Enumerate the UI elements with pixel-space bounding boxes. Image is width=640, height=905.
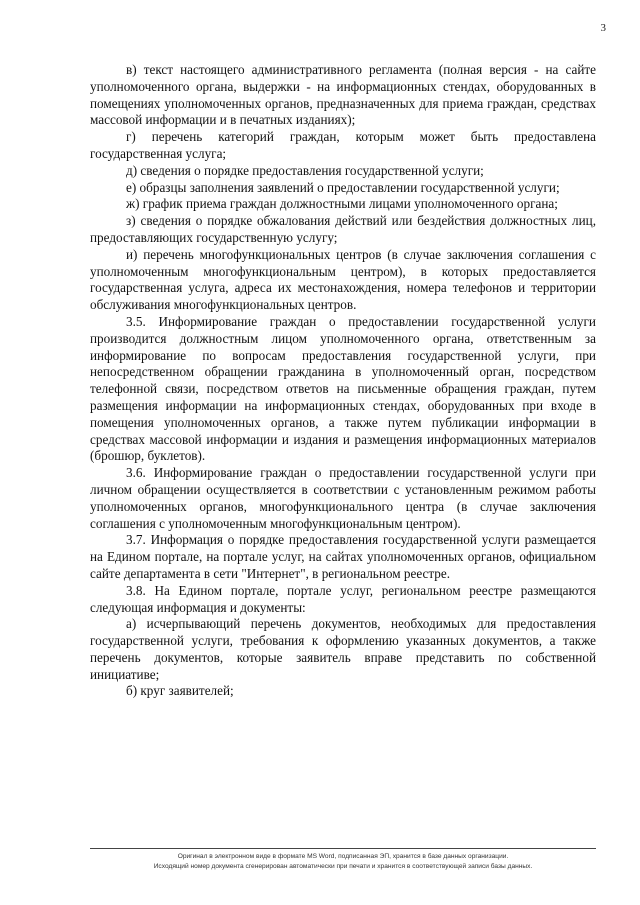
paragraph-3-5: 3.5. Информирование граждан о предоставлении государственной услуги производится должностным лицом уполномоченного органа, ответственным за информирование по вопросам предоставления государственной услуги, при непосредственном обращении гражданина в уполномоченный орган, посредством телефонной связи, посредством ответов на письменные обращения граждан, путем размещения информации на информационных стендах, оборудованных при входе в помещения уполномоченных органов, а также путем публикации информации в средствах массовой информации и издания и размещения информационных материалов (брошюр, буклетов). [90,313,596,464]
paragraph-v: в) текст настоящего административного регламента (полная версия - на сайте уполномоченного органа, выдержки - на информационных стендах, оборудованных в помещениях уполномоченных органов, предназначенных для приема граждан, средствах массовой информации и в печатных изданиях); [90,62,596,128]
footer-line-number: Исходящий номер документа сгенерирован автоматически при печати и хранится в соответствующей записи базы данных. [153,863,533,870]
paragraph-i: и) перечень многофункциональных центров (в случае заключения соглашения с уполномоченным многофункциональным центром), в которых предоставляется государственная услуга, адреса их местонахождения, номера телефонов и территории обслуживания многофункциональных центров. [90,246,596,313]
paragraph-a: а) исчерпывающий перечень документов, необходимых для предоставления государственной услуги, требования к оформлению указанных документов, а также перечень документов, которые заявитель вправе представить по собственной инициативе; [90,616,596,682]
paragraph-e: е) образцы заполнения заявлений о предоставлении государственной услуги; [126,179,560,195]
footer-divider [90,848,596,849]
footer-note [90,852,596,872]
paragraph-g: г) перечень категорий граждан, которым может быть предоставлена государственная услуга; [90,129,596,161]
document-body [90,62,596,700]
paragraph-d: д) сведения о порядке предоставления государственной услуги; [126,162,484,178]
footer-line-original: Оригинал в электронном виде в формате MS Word, подписанная ЭП, хранится в базе данных организации. [177,853,509,860]
paragraph-zh: ж) график приема граждан должностными лицами уполномоченного органа; [126,196,558,212]
page-number: 3 [600,22,606,34]
paragraph-b: б) круг заявителей; [126,683,234,699]
paragraph-z: з) сведения о порядке обжалования действий или бездействия должностных лиц, предоставляющих государственную услугу; [90,213,596,245]
paragraph-3-6: 3.6. Информирование граждан о предоставлении государственной услуги при личном обращении осуществляется в соответствии с установленным режимом работы уполномоченных органов, многофункционального центра (в случае заключения соглашения с уполномоченным многофункциональным центром). [90,465,596,531]
paragraph-3-8: 3.8. На Едином портале, портале услуг, региональном реестре размещаются следующая информация и документы: [90,582,596,615]
paragraph-3-7: 3.7. Информация о порядке предоставления государственной услуги размещается на Едином портале, на портале услуг, на сайтах уполномоченных органов, официальном сайте департамента в сети "Интернет", в региональном реестре. [90,532,596,581]
